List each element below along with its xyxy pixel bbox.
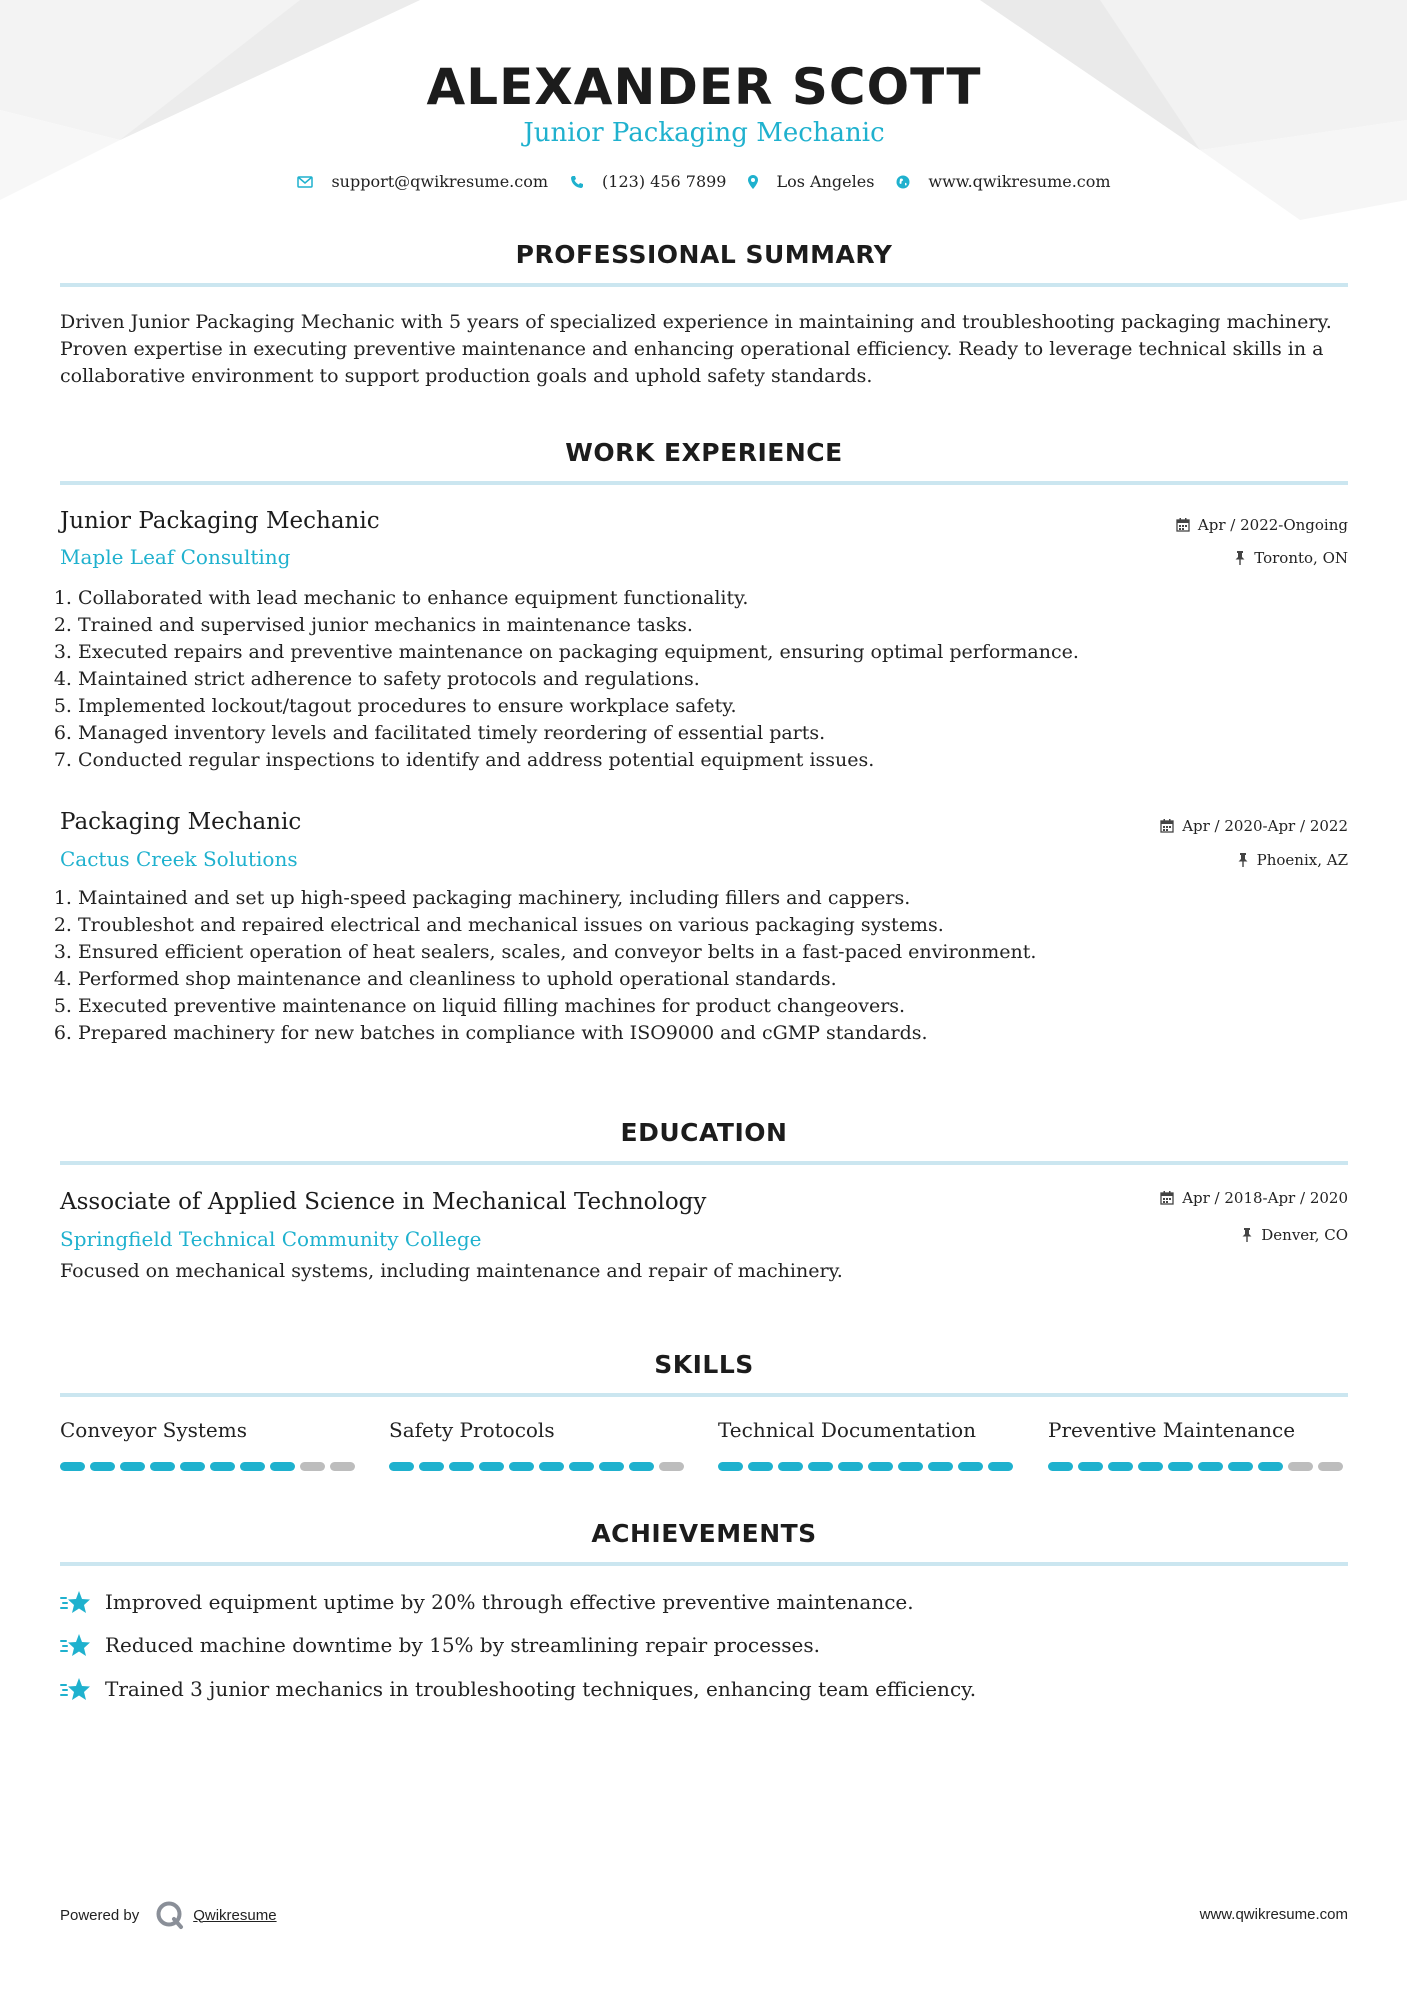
experience-heading: WORK EXPERIENCE [565,438,843,467]
job-dates-text: Apr / 2022-Ongoing [1197,516,1348,534]
skill-segment-empty [1318,1462,1343,1471]
pushpin-icon [1234,551,1246,565]
skill-segment-filled [599,1462,624,1471]
pushpin-icon [1237,853,1249,867]
skill-segment-filled [1138,1462,1163,1471]
education-dates [1160,1189,1348,1207]
skill-name: Conveyor Systems [60,1418,247,1442]
skill-segment-filled [1198,1462,1223,1471]
calendar-icon [1160,1191,1174,1205]
skill-segment-filled [748,1462,773,1471]
skill-segment-filled [1228,1462,1253,1471]
job-duties-list [60,885,1338,1047]
achievements-divider [60,1562,1348,1566]
contact-website[interactable] [896,172,1110,191]
skill-segment-filled [629,1462,654,1471]
powered-by-label: Powered by [60,1906,140,1924]
skill-segment-filled [539,1462,564,1471]
skill-segment-empty [300,1462,325,1471]
skill-name: Technical Documentation [718,1418,977,1442]
list-item: 2. Trained and supervised junior mechanics in maintenance tasks. [78,612,1338,639]
achievement-text: Trained 3 junior mechanics in troubleshooting techniques, enhancing team efficiency. [105,1677,977,1701]
skill-segment-filled [778,1462,803,1471]
education-location [1241,1226,1348,1244]
skill-segment-empty [1288,1462,1313,1471]
skill-segment-filled [569,1462,594,1471]
qwikresume-logo-icon [155,1900,185,1930]
job-location [1234,549,1348,567]
skill-level-bar [1048,1462,1348,1471]
skill-level-bar [389,1462,689,1471]
skill-segment-empty [659,1462,684,1471]
shooting-star-icon [60,1631,92,1659]
list-item: 6. Managed inventory levels and facilitated timely reordering of essential parts. [78,720,1338,747]
skill-segment-filled [419,1462,444,1471]
candidate-role: Junior Packaging Mechanic [523,118,885,148]
shooting-star-icon [60,1675,92,1703]
list-item: 3. Ensured efficient operation of heat sealers, scales, and conveyor belts in a fast-paced environment. [78,939,1338,966]
education-degree: Associate of Applied Science in Mechanical Technology [60,1189,707,1215]
education-location-text: Denver, CO [1261,1226,1348,1244]
skill-segment-filled [838,1462,863,1471]
qwikresume-link[interactable]: Qwikresume [193,1906,277,1924]
contact-email-text: support@qwikresume.com [331,172,549,191]
skills-divider [60,1393,1348,1397]
achievement-item [60,1588,914,1616]
skill-name: Preventive Maintenance [1048,1418,1296,1442]
skills-heading: SKILLS [654,1350,754,1379]
achievement-text: Reduced machine downtime by 15% by streamlining repair processes. [105,1633,820,1657]
skill-segment-filled [210,1462,235,1471]
pushpin-icon [1241,1228,1253,1242]
skill-item [60,1418,360,1471]
job-dates-text: Apr / 2020-Apr / 2022 [1182,817,1348,835]
skill-segment-filled [150,1462,175,1471]
job-dates [1160,817,1348,835]
skill-segment-filled [1168,1462,1193,1471]
skill-segment-filled [928,1462,953,1471]
skill-segment-filled [958,1462,983,1471]
job-location-text: Phoenix, AZ [1256,851,1348,869]
skill-segment-filled [240,1462,265,1471]
summary-divider [60,283,1348,287]
skill-segment-filled [898,1462,923,1471]
contact-location [748,172,874,191]
list-item: 5. Implemented lockout/tagout procedures to ensure workplace safety. [78,693,1338,720]
location-pin-icon [748,175,758,189]
list-item: 4. Maintained strict adherence to safety protocols and regulations. [78,666,1338,693]
skill-item [718,1418,1018,1471]
list-item: 2. Troubleshot and repaired electrical and mechanical issues on various packaging systems. [78,912,1338,939]
calendar-icon [1160,819,1174,833]
job-dates [1176,516,1348,534]
contact-website-text: www.qwikresume.com [928,172,1111,191]
achievements-heading: ACHIEVEMENTS [591,1519,817,1548]
skill-segment-filled [479,1462,504,1471]
skill-segment-empty [330,1462,355,1471]
summary-heading: PROFESSIONAL SUMMARY [515,240,893,269]
shooting-star-icon [60,1588,92,1616]
skill-segment-filled [868,1462,893,1471]
job-title: Packaging Mechanic [60,809,302,835]
skill-segment-filled [180,1462,205,1471]
skill-segment-filled [270,1462,295,1471]
education-dates-text: Apr / 2018-Apr / 2020 [1182,1189,1348,1207]
achievement-text: Improved equipment uptime by 20% through effective preventive maintenance. [105,1590,914,1614]
candidate-name: ALEXANDER SCOTT [426,58,982,116]
skill-item [389,1418,689,1471]
calendar-icon [1176,518,1190,532]
achievement-item [60,1631,820,1659]
achievement-item [60,1675,976,1703]
skill-level-bar [718,1462,1018,1471]
skill-segment-filled [90,1462,115,1471]
job-company: Cactus Creek Solutions [60,847,298,871]
list-item: 1. Maintained and set up high-speed packaging machinery, including fillers and cappers. [78,885,1338,912]
contact-email[interactable] [297,172,548,191]
skill-segment-filled [1048,1462,1073,1471]
contact-location-text: Los Angeles [776,172,875,191]
list-item: 7. Conducted regular inspections to identify and address potential equipment issues. [78,747,1338,774]
phone-icon [570,175,584,189]
skill-segment-filled [1078,1462,1103,1471]
contact-phone-text: (123) 456 7899 [602,172,727,191]
footer-url[interactable]: www.qwikresume.com [1199,1906,1348,1923]
list-item: 5. Executed preventive maintenance on liquid filling machines for product changeovers. [78,993,1338,1020]
skill-name: Safety Protocols [389,1418,555,1442]
skill-item [1048,1418,1348,1471]
job-location-text: Toronto, ON [1254,549,1348,567]
skill-segment-filled [449,1462,474,1471]
footer-powered-by [60,1900,277,1930]
education-school: Springfield Technical Community College [60,1227,482,1251]
list-item: 3. Executed repairs and preventive maintenance on packaging equipment, ensuring optimal performance. [78,639,1338,666]
skill-segment-filled [808,1462,833,1471]
skill-segment-filled [718,1462,743,1471]
summary-text: Driven Junior Packaging Mechanic with 5 years of specialized experience in maintaining and troubleshooting packaging machinery. Proven expertise in executing preventive maintenance and enhancing operational efficiency. Ready to leverage technical skills in a collaborative environment to support production goals and uphold safety standards. [60,311,1332,387]
skill-segment-filled [60,1462,85,1471]
list-item: 6. Prepared machinery for new batches in compliance with ISO9000 and cGMP standards. [78,1020,1338,1047]
skill-segment-filled [389,1462,414,1471]
education-divider [60,1161,1348,1165]
experience-divider [60,481,1348,485]
skill-segment-filled [988,1462,1013,1471]
skill-segment-filled [1108,1462,1133,1471]
envelope-icon [297,176,313,188]
job-title: Junior Packaging Mechanic [60,508,380,534]
globe-icon [896,175,910,189]
job-location [1237,851,1348,869]
contact-bar [60,172,1348,191]
education-description: Focused on mechanical systems, including maintenance and repair of machinery. [60,1260,843,1282]
contact-phone[interactable] [570,172,726,191]
list-item: 4. Performed shop maintenance and cleanliness to uphold operational standards. [78,966,1338,993]
education-heading: EDUCATION [620,1118,788,1147]
skill-level-bar [60,1462,360,1471]
job-company: Maple Leaf Consulting [60,545,291,569]
skill-segment-filled [120,1462,145,1471]
job-duties-list [60,585,1338,774]
skill-segment-filled [509,1462,534,1471]
list-item: 1. Collaborated with lead mechanic to enhance equipment functionality. [78,585,1338,612]
skill-segment-filled [1258,1462,1283,1471]
